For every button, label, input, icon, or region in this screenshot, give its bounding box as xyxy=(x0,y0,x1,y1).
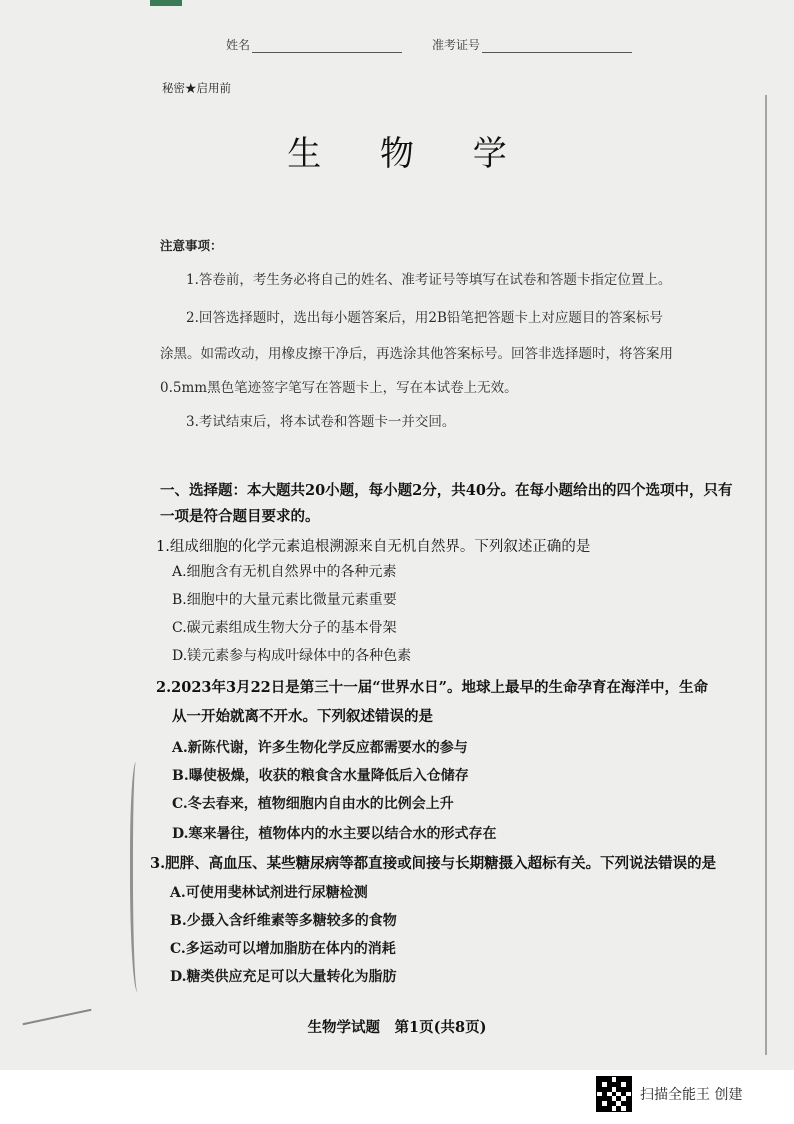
page-title: 生 物 学 xyxy=(287,134,531,174)
notice-item-1: 1.答卷前，考生务必将自己的姓名、准考证号等填写在试卷和答题卡指定位置上。 xyxy=(186,272,672,288)
question-1-option-b: B.细胞中的大量元素比微量元素重要 xyxy=(172,592,397,608)
exam-id-blank-line[interactable] xyxy=(482,38,632,53)
fold-line xyxy=(130,762,145,992)
section-heading-line-2: 一项是符合题目要求的。 xyxy=(160,508,320,525)
question-3-option-b: B.少摄入含纤维素等多糖较多的食物 xyxy=(170,913,397,929)
name-field[interactable] xyxy=(226,36,402,53)
page-edge-line xyxy=(765,95,767,1055)
secret-label: 秘密★启用前 xyxy=(162,81,231,95)
question-2-stem-line-1: 2.2023年3月22日是第三十一届“世界水日”。地球上最早的生命孕育在海洋中，生命 xyxy=(156,679,708,696)
notice-heading: 注意事项： xyxy=(160,238,223,253)
question-2-option-d: D.寒来暑往，植物体内的水主要以结合水的形式存在 xyxy=(172,826,497,842)
qr-code-icon xyxy=(596,1076,632,1112)
question-3-stem: 3.肥胖、高血压、某些糖尿病等都直接或间接与长期糖摄入超标有关。下列说法错误的是 xyxy=(150,855,717,872)
notice-item-2-line-1: 2.回答选择题时，选出每小题答案后，用2B铅笔把答题卡上对应题目的答案标号 xyxy=(186,310,663,326)
notice-item-3: 3.考试结束后，将本试卷和答题卡一并交回。 xyxy=(186,414,456,430)
question-2-option-c: C.冬去春来，植物细胞内自由水的比例会上升 xyxy=(172,796,454,812)
notice-item-2-line-2: 涂黑。如需改动，用橡皮擦干净后，再选涂其他答案标号。回答非选择题时，将答案用 xyxy=(160,346,673,362)
section-heading-line-1: 一、选择题：本大题共20小题，每小题2分，共40分。在每小题给出的四个选项中，只有 xyxy=(160,482,733,499)
corner-mark xyxy=(150,0,182,6)
exam-id-field[interactable] xyxy=(432,36,632,53)
question-3-option-c: C.多运动可以增加脂肪在体内的消耗 xyxy=(170,941,396,957)
question-1-option-d: D.镁元素参与构成叶绿体中的各种色素 xyxy=(172,648,412,664)
scanner-watermark xyxy=(596,1076,742,1112)
question-1-option-a: A.细胞含有无机自然界中的各种元素 xyxy=(172,564,397,580)
name-label: 姓名 xyxy=(226,38,251,52)
question-1-option-c: C.碳元素组成生物大分子的基本骨架 xyxy=(172,620,397,636)
name-blank-line[interactable] xyxy=(252,38,402,53)
question-2-option-a: A.新陈代谢，许多生物化学反应都需要水的参与 xyxy=(172,740,468,756)
question-1-stem: 1.组成细胞的化学元素追根溯源来自无机自然界。下列叙述正确的是 xyxy=(156,539,591,555)
notice-item-2-line-3: 0.5mm黑色笔迹签字笔写在答题卡上，写在本试卷上无效。 xyxy=(160,380,518,396)
question-2-stem-line-2: 从一开始就离不开水。下列叙述错误的是 xyxy=(172,708,433,725)
question-3-option-d: D.糖类供应充足可以大量转化为脂肪 xyxy=(170,969,397,985)
exam-id-label: 准考证号 xyxy=(432,38,481,52)
watermark-text: 扫描全能王 创建 xyxy=(640,1087,743,1103)
question-2-option-b: B.曝使极燥，收获的粮食含水量降低后入仓储存 xyxy=(172,768,469,784)
question-3-option-a: A.可使用斐林试剂进行尿糖检测 xyxy=(170,885,368,901)
page-footer: 生物学试题 第1页(共8页) xyxy=(307,1019,487,1036)
